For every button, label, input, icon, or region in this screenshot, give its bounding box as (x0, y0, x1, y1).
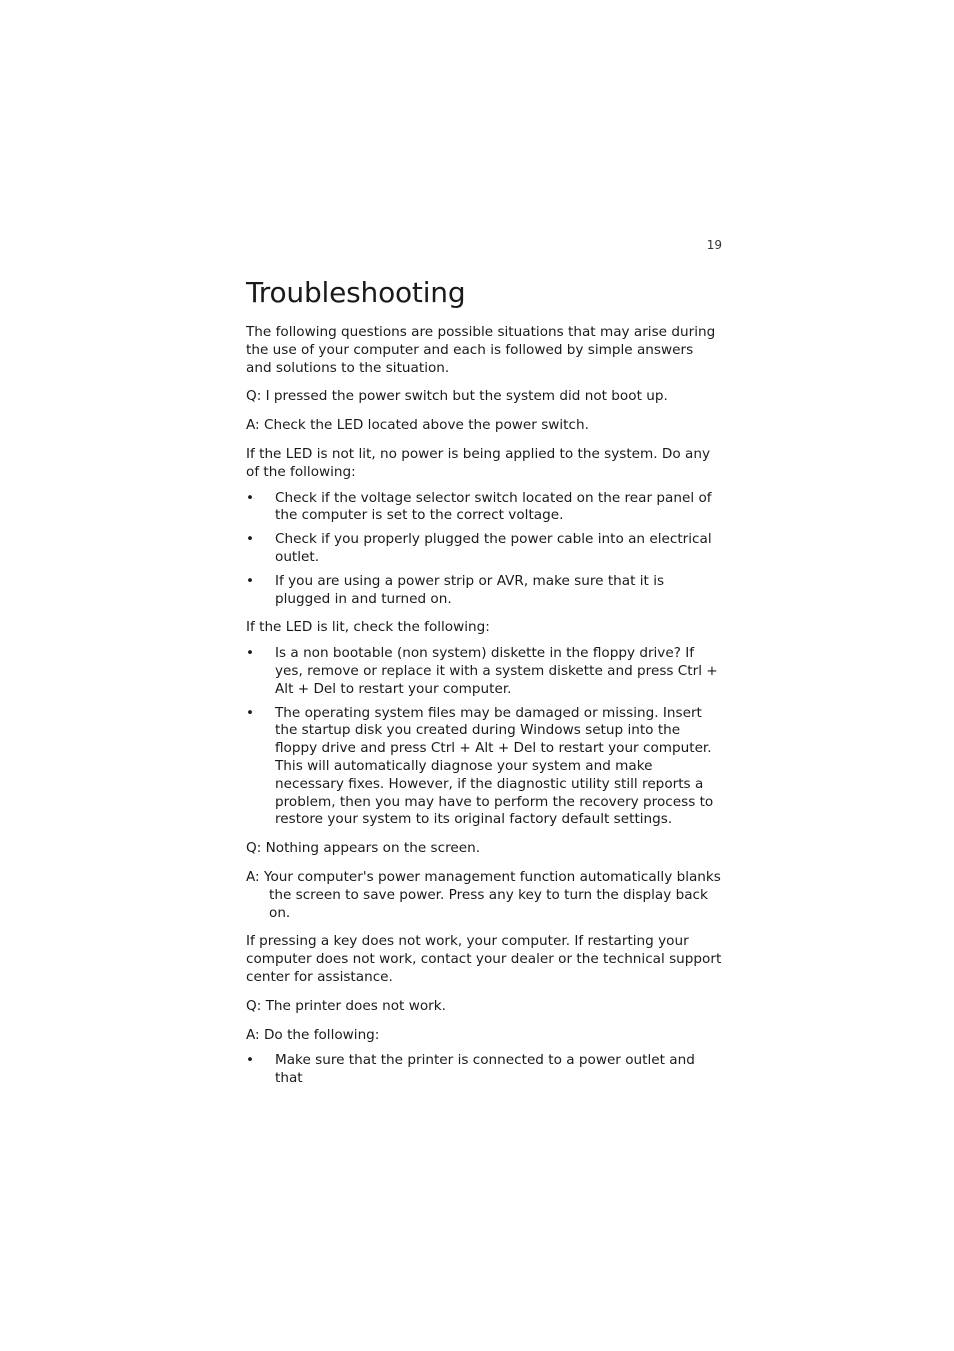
led-lit-intro: If the LED is lit, check the following: (246, 619, 490, 636)
bullet-icon: • (246, 645, 255, 662)
list-item: • Check if the voltage selector switch located on the rear panel of the computer is set to the correct voltage. (246, 489, 712, 524)
list-item: • The operating system files may be damaged or missing. Insert the startup disk you created during Windows setup into the floppy drive and press Ctrl + Alt + Del to restart your computer. This will automatically diagnose your system and make necessary fixes. However, if the diagnostic utility still reports a problem, then you may have to perform the recovery process to restore your system to its original factory default settings. (246, 704, 714, 828)
list-item: • If you are using a power strip or AVR, make sure that it is plugged in and turned on. (246, 572, 665, 607)
bullet-icon: • (246, 572, 255, 589)
list-item: • Make sure that the printer is connected to a power outlet and that (246, 1052, 695, 1087)
page-number: 19 (706, 238, 722, 252)
list-item: • Check if you properly plugged the power cable into an electrical outlet. (246, 531, 712, 565)
led-not-lit-list (246, 490, 722, 609)
bullet-icon: • (246, 531, 255, 548)
screen-followup: If pressing a key does not work, your computer. If restarting your computer does not work, contact your dealer or the technical support center for assistance. (246, 933, 722, 985)
led-not-lit-intro: If the LED is not lit, no power is being applied to the system. Do any of the following: (246, 445, 711, 480)
question-printer: Q: The printer does not work. (246, 997, 446, 1014)
bullet-icon: • (246, 489, 255, 506)
answer-boot: A: Check the LED located above the power switch. (246, 417, 589, 434)
intro-paragraph: The following questions are possible situations that may arise during the use of your computer and each is followed by simple answers and solutions to the situation. (246, 324, 716, 376)
document-body (246, 276, 722, 1099)
bullet-icon: • (246, 1052, 255, 1069)
list-item: • Is a non bootable (non system) diskette in the floppy drive? If yes, remove or replace it with a system diskette and press Ctrl + Alt + Del to restart your computer. (246, 645, 718, 697)
question-boot: Q: I pressed the power switch but the system did not boot up. (246, 388, 668, 405)
page-title: Troubleshooting (246, 276, 466, 309)
answer-printer: A: Do the following: (246, 1026, 380, 1043)
bullet-icon: • (246, 704, 255, 721)
led-lit-list (246, 645, 722, 829)
question-screen: Q: Nothing appears on the screen. (246, 840, 481, 857)
printer-list (246, 1052, 722, 1088)
answer-screen: A: Your computer's power management function automatically blanks the screen to save power. Press any key to turn the display back on. (246, 868, 721, 921)
